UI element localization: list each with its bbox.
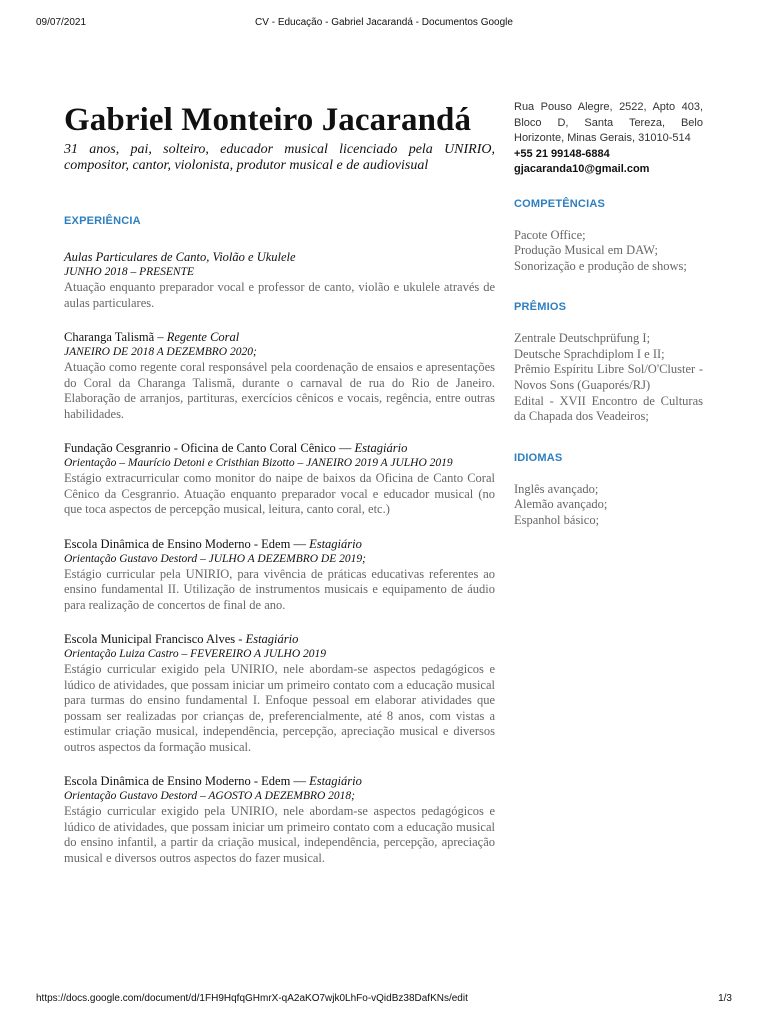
- job-meta: Orientação Gustavo Destord – JULHO A DEZEMBRO DE 2019;: [64, 552, 366, 565]
- job-description: Estágio extracurricular como monitor do naipe de baixos da Oficina de Canto Coral Cênico da Cesgranrio. Atuação enquanto preparador vocal e educador musical (no que toca aspectos de percepção musical, leitura, canto coral, etc.): [64, 471, 495, 516]
- skill-item: Produção Musical em DAW;: [514, 243, 658, 258]
- job-meta: JANEIRO DE 2018 A DEZEMBRO 2020;: [64, 346, 257, 358]
- sidebar-column: [514, 100, 703, 529]
- job-description: Estágio curricular exigido pela UNIRIO, nele abordam-se aspectos pedagógicos e lúdico de atividades, que possam iniciar um primeiro contato com a educação musical para turmas do ensino fundamental I. Enfoque pessoal em elaborar atividades que possam ser realizadas por crianças de, preferencialmente, até 8 anos, com vistas a estimular criação musical, independência, percepção, apreciação musical e diversos outros aspectos da formação musical.: [64, 662, 495, 754]
- job-description: Atuação como regente coral responsável pela coordenação de ensaios e apresentações do Coral da Charanga Talismã, durante o carnaval de rua do Rio de Janeiro. Elaboração de arranjos, partituras, exercícios cênicos e vocais, regência, entre outras habilidades.: [64, 360, 495, 421]
- job-description: Atuação enquanto preparador vocal e professor de canto, violão e ukulele através de aulas particulares.: [64, 280, 495, 310]
- job-title: [64, 631, 495, 647]
- job-org: Escola Municipal Francisco Alves: [64, 632, 236, 646]
- skill-item: Pacote Office;: [514, 227, 586, 242]
- award-item: Edital - XVII Encontro de Culturas da Chapada dos Veadeiros;: [514, 393, 703, 424]
- job-role: Estagiário: [309, 774, 362, 788]
- experience-heading: EXPERIÊNCIA: [64, 215, 141, 227]
- job-separator: —: [290, 774, 310, 788]
- job-role: Estagiário: [354, 441, 408, 455]
- print-date: 09/07/2021: [36, 17, 87, 28]
- job-entry: [64, 536, 495, 614]
- job-meta: Orientação Gustavo Destord – AGOSTO A DEZEMBRO 2018;: [64, 790, 356, 802]
- contact-phone: +55 21 99148-6884: [514, 147, 610, 160]
- language-item: Alemão avançado;: [514, 497, 608, 512]
- main-column: [64, 100, 495, 884]
- job-description: Estágio curricular exigido pela UNIRIO, nele abordam-se aspectos pedagógicos e lúdico de atividades, que possam iniciar um primeiro contato com a educação musical do ensino infantil, a partir da criação musical, independência, percepção, apreciação musical e diversos outros aspectos do fazer musical.: [64, 804, 495, 865]
- job-org: Charanga Talismã: [64, 330, 155, 344]
- print-footer: [0, 993, 768, 1007]
- job-title: [64, 440, 495, 456]
- job-role: Regente Coral: [166, 330, 240, 344]
- job-entry: [64, 440, 495, 518]
- job-separator: -: [235, 632, 246, 646]
- job-title: [64, 773, 495, 789]
- language-item: Inglês avançado;: [514, 481, 599, 496]
- job-entry: [64, 329, 495, 422]
- job-separator: –: [154, 330, 167, 344]
- skills-heading: COMPETÊNCIAS: [514, 197, 606, 210]
- job-separator: —: [290, 536, 310, 551]
- award-item: Zentrale Deutschprüfung I;: [514, 331, 651, 346]
- print-header: [0, 17, 768, 31]
- contact-address: Rua Pouso Alegre, 2522, Apto 403, Bloco D, Santa Tereza, Belo Horizonte, Minas Gerais, 31010-514: [514, 101, 703, 144]
- job-entry: [64, 249, 495, 311]
- job-org: Fundação Cesgranrio - Oficina de Canto Coral Cênico: [64, 441, 336, 455]
- job-entry: [64, 773, 495, 866]
- languages-heading: IDIOMAS: [514, 451, 563, 464]
- experience-list: [64, 249, 495, 866]
- award-item: Deutsche Sprachdiplom I e II;: [514, 346, 665, 361]
- job-title: [64, 249, 495, 265]
- candidate-name: Gabriel Monteiro Jacarandá: [64, 102, 472, 138]
- skills-list: [514, 228, 703, 275]
- job-org: Escola Dinâmica de Ensino Moderno - Edem: [64, 774, 291, 788]
- candidate-tagline: 31 anos, pai, solteiro, educador musical licenciado pela UNIRIO, compositor, cantor, violonista, produtor musical e de audiovisual: [64, 142, 495, 173]
- job-separator: —: [335, 441, 355, 455]
- job-role: Estagiário: [309, 536, 362, 551]
- skill-item: Sonorização e produção de shows;: [514, 258, 687, 273]
- job-description: Estágio curricular pela UNIRIO, para vivência de práticas educativas referentes ao ensino fundamental II. Utilização de instrumentos musicais e equipamento de áudio para realização de concertos de final de ano.: [64, 566, 495, 612]
- job-meta: Orientação – Maurício Detoni e Cristhian Bizotto – JANEIRO 2019 A JULHO 2019: [64, 457, 453, 469]
- awards-heading: PRÊMIOS: [514, 301, 567, 314]
- job-title: [64, 536, 495, 552]
- language-item: Espanhol básico;: [514, 513, 600, 528]
- languages-list: [514, 482, 703, 529]
- contact-email: gjacaranda10@gmail.com: [514, 163, 650, 175]
- job-role: Aulas Particulares de Canto, Violão e Ukulele: [64, 250, 296, 264]
- job-meta: JUNHO 2018 – PRESENTE: [64, 266, 195, 278]
- job-entry: [64, 631, 495, 755]
- job-title: [64, 329, 495, 345]
- print-page-number: 1/3: [718, 993, 732, 1004]
- award-item: Prêmio Espíritu Libre Sol/O'Cluster - Novos Sons (Guaporés/RJ): [514, 362, 703, 393]
- job-org: Escola Dinâmica de Ensino Moderno - Edem: [64, 536, 291, 551]
- print-url: https://docs.google.com/document/d/1FH9HqfqGHmrX-qA2aKO7wjk0LhFo-vQidBz38DafKNs/edit: [36, 993, 468, 1004]
- job-meta: Orientação Luiza Castro – FEVEREIRO A JULHO 2019: [64, 648, 327, 660]
- awards-list: [514, 331, 703, 425]
- print-doc-title: CV - Educação - Gabriel Jacarandá - Documentos Google: [255, 17, 513, 28]
- job-role: Estagiário: [245, 632, 299, 646]
